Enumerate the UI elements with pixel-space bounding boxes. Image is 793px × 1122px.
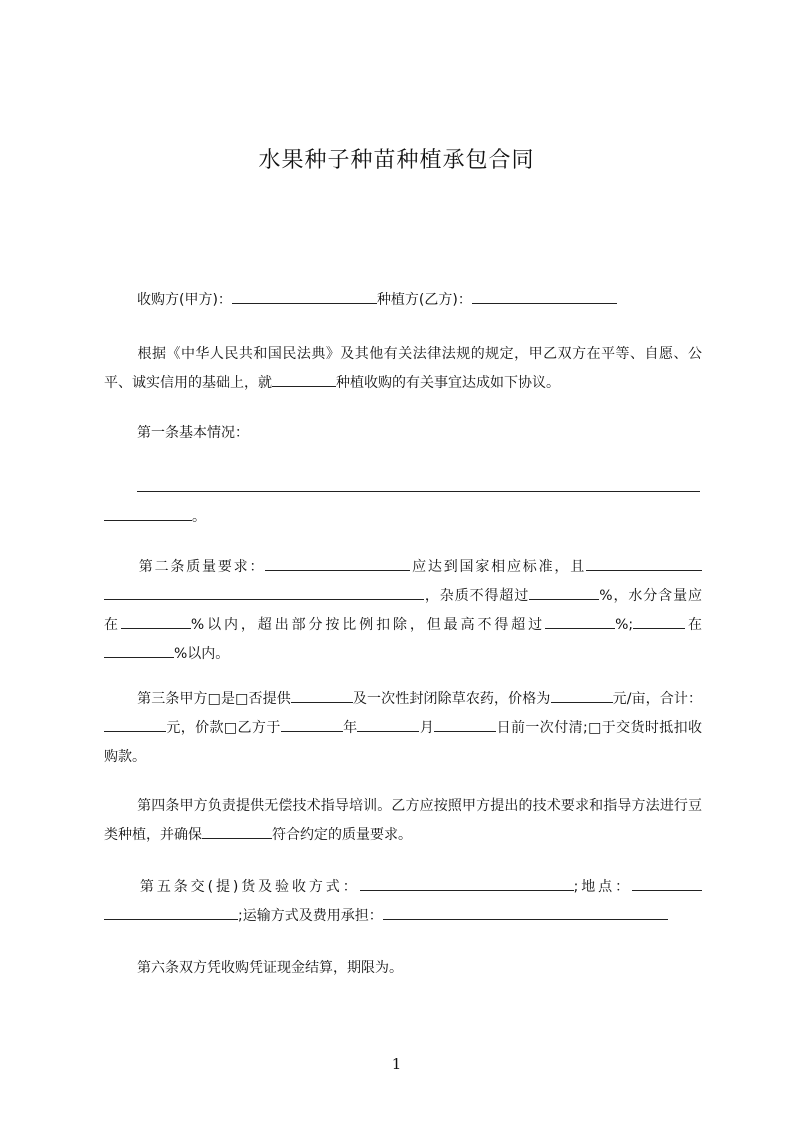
ensure-blank[interactable] [202,823,272,839]
party-a-blank[interactable] [232,288,377,304]
quality-blank-2[interactable] [586,555,702,571]
price-blank[interactable] [551,687,613,703]
article-4: 第四条甲方负责提供无偿技术指导培训。乙方应按照甲方提出的技术要求和指导方法进行豆类种植，并确保 符合约定的质量要求。 [104,798,702,843]
party-a-label: 收购方(甲方)： [137,292,232,308]
contract-title: 水果种子种苗种植承包合同 [258,148,535,173]
year-blank[interactable] [281,716,343,732]
provide-blank[interactable] [291,687,353,703]
article-5: 第五条交(提)货及验收方式： ;地点：;运输方式及费用承担： [104,873,702,931]
article-1-body: 。 [104,474,702,532]
parties-line [104,286,702,315]
total-blank[interactable] [104,716,166,732]
quality-blank-3[interactable] [104,584,424,600]
month-blank[interactable] [357,716,419,732]
article-2: 第二条质量要求： 应达到国家相应标准，且，杂质不得超过 %，水分含量应在 %以内，超出部分按比例扣除，但最高不得超过 %; 在%以内。 [104,553,702,669]
delivery-method-blank[interactable] [360,875,574,891]
article-6: 第六条双方凭收购凭证现金结算，期限为。 [137,960,403,976]
basic-info-blank-1[interactable] [137,476,700,492]
page-number: 1 [391,1055,402,1073]
max-blank[interactable] [545,613,615,629]
article-1-heading: 第一条基本情况： [137,425,249,441]
party-b-blank[interactable] [472,288,617,304]
basic-info-blank-2[interactable] [104,505,192,521]
day-blank[interactable] [434,716,496,732]
intro-paragraph: 根据《中华人民共和国民法典》及其他有关法律法规的规定，甲乙双方在平等、自愿、公平、诚实信用的基础上，就 种植收购的有关事宜达成如下协议。 [104,346,702,391]
party-b-label: 种植方(乙方)： [376,292,472,308]
article-3: 第三条甲方□是□否提供 及一次性封闭除草农药，价格为 元/亩，合计：元，价款□乙方于 年 月 日前一次付清;□于交货时抵扣收购款。 [104,685,702,772]
transport-blank[interactable] [383,904,668,920]
impurity-blank[interactable] [529,584,599,600]
crop-blank[interactable] [272,371,336,387]
other-percent-blank[interactable] [104,642,174,658]
location-blank-2[interactable] [104,904,238,920]
other-blank[interactable] [633,613,685,629]
quality-blank-1[interactable] [265,555,410,571]
location-blank-1[interactable] [632,875,702,891]
moisture-blank[interactable] [121,613,191,629]
